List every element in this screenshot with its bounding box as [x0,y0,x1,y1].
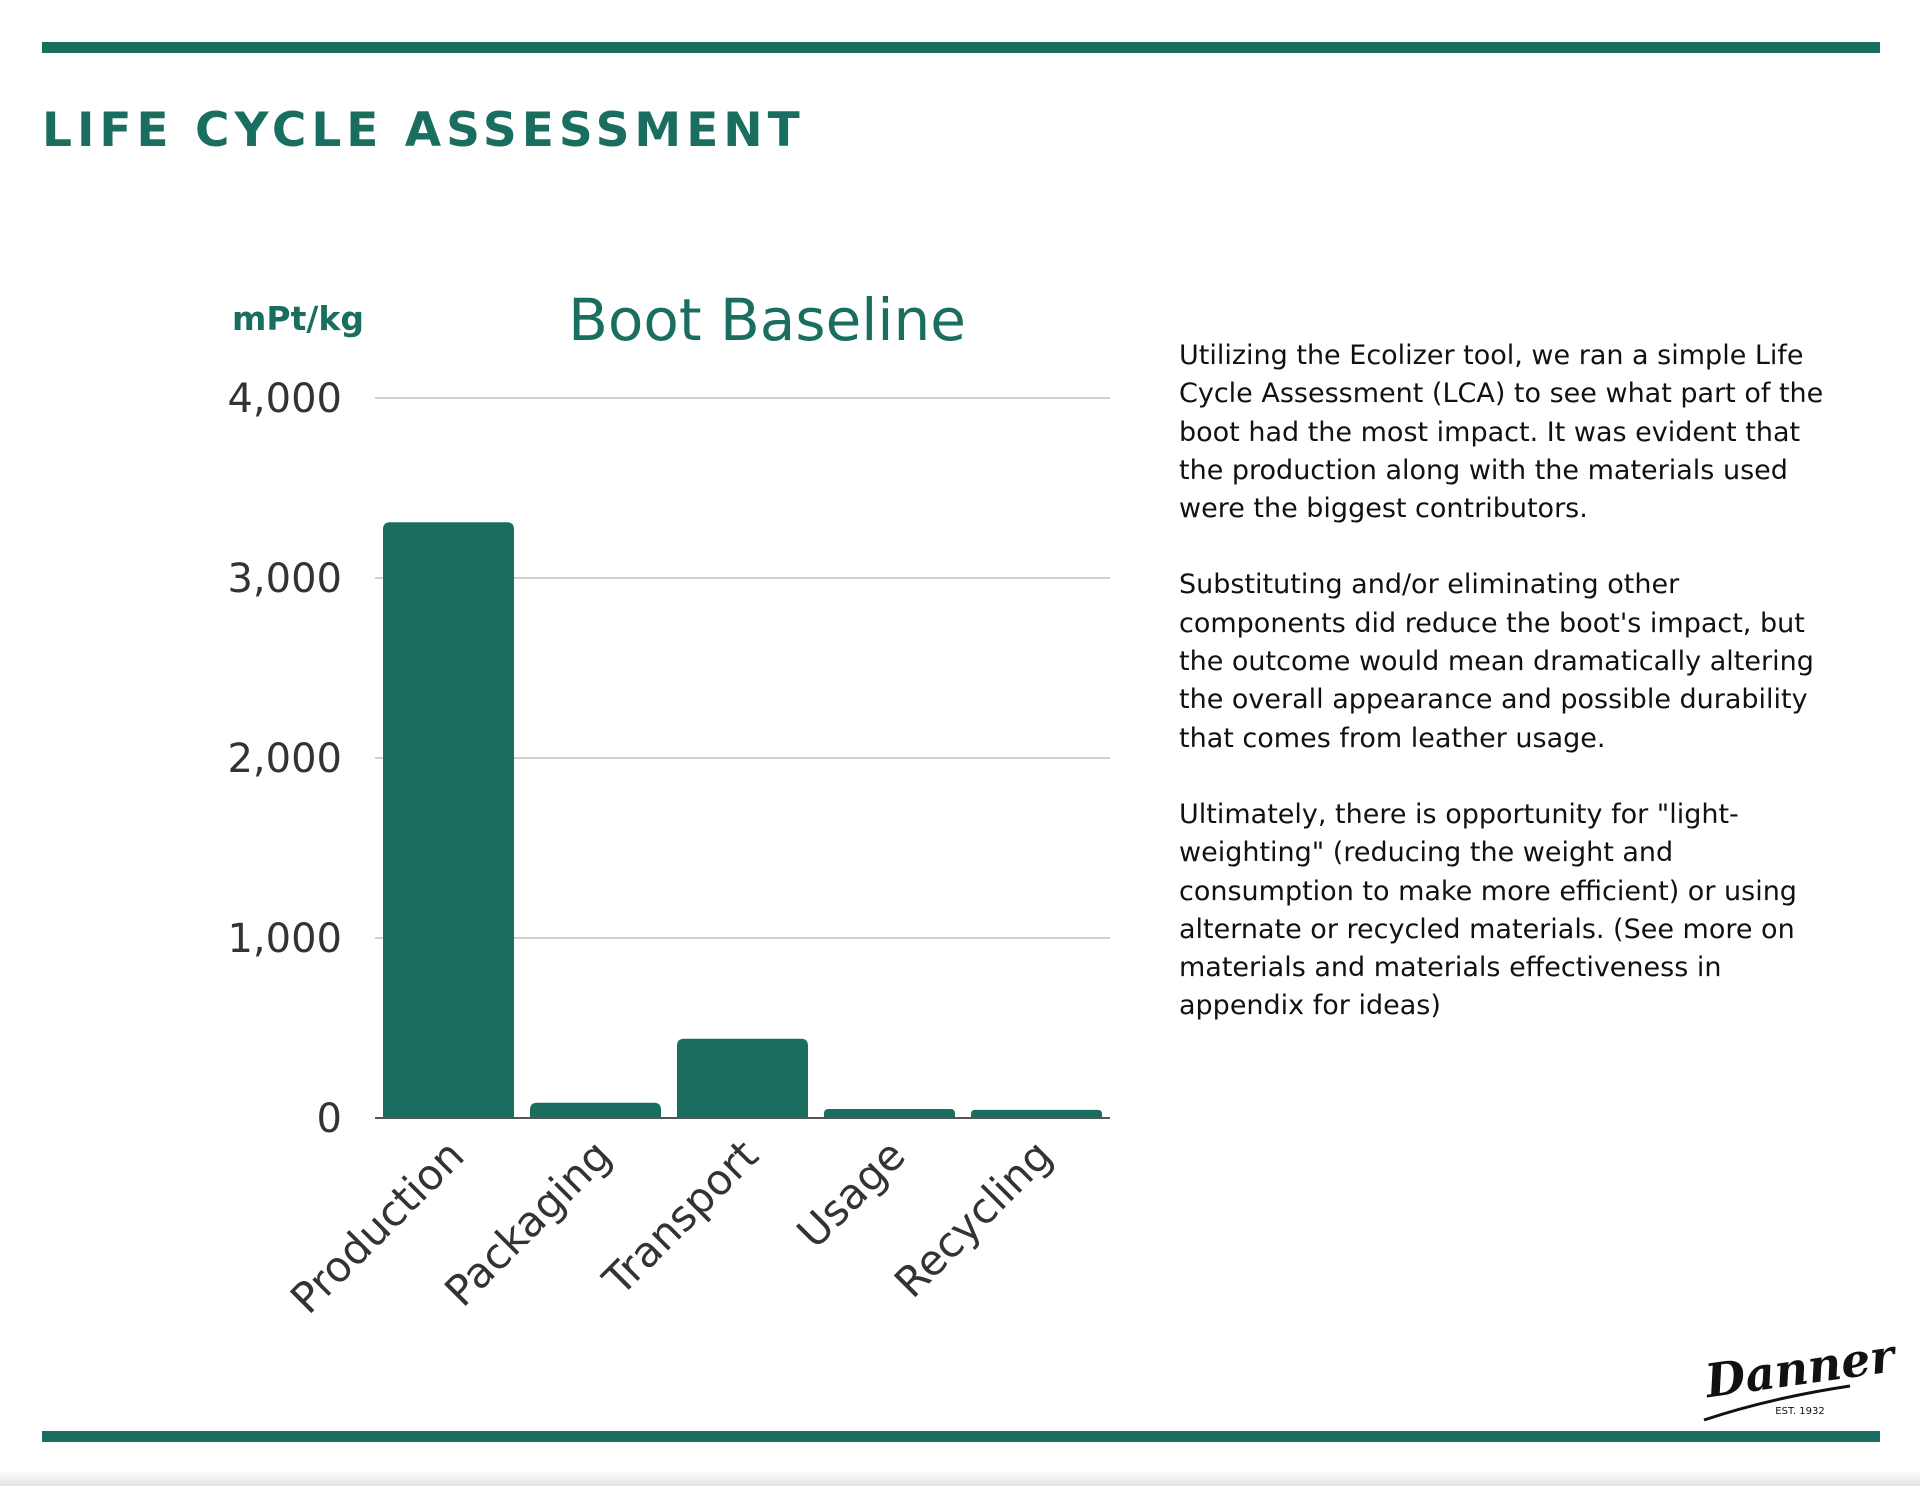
description-paragraph: Substituting and/or eliminating other components did reduce the boot's impact, but the outcome would mean dramatically altering the overall appearance and possible durability that comes from leather usage. [1179,569,1814,754]
y-tick-label: 2,000 [227,736,342,782]
x-tick-label: Production [280,1130,474,1324]
bar-transport [677,1039,808,1118]
x-tick-label: Recycling [884,1130,1062,1308]
logo-wordmark: Danner [1701,1328,1898,1409]
bar-packaging [530,1103,661,1118]
bar-recycling [971,1110,1102,1118]
bottom-shadow [0,1470,1920,1486]
description-paragraph: Ultimately, there is opportunity for "light-weighting" (reducing the weight and consumption to make more efficient) or using alternate or recycled materials. (See more on materials and materials effectiveness in appendix for ideas) [1179,798,1797,1022]
bar-usage [824,1109,955,1118]
x-tick-label: Usage [787,1130,915,1258]
bar-production [383,522,514,1118]
y-tick-label: 3,000 [227,556,342,602]
danner-logo [1700,1328,1898,1425]
description-paragraph: Utilizing the Ecolizer tool, we ran a simple Life Cycle Assessment (LCA) to see what part of the boot had the most impact. It was evident that the production along with the materials used were the biggest contributors. [1179,340,1824,525]
x-tick-label: Transport [593,1130,768,1305]
bottom-rule [42,1431,1880,1442]
y-tick-label: 0 [316,1096,342,1142]
chart-title: Boot Baseline [568,286,966,354]
y-tick-label: 4,000 [227,376,342,422]
description-text [1179,337,1839,1064]
page-title: LIFE CYCLE ASSESSMENT [42,103,805,158]
y-tick-label: 1,000 [227,916,342,962]
logo-tagline: EST. 1932 [1775,1406,1825,1417]
y-unit-label: mPt/kg [232,299,364,338]
x-tick-label: Packaging [435,1130,621,1316]
